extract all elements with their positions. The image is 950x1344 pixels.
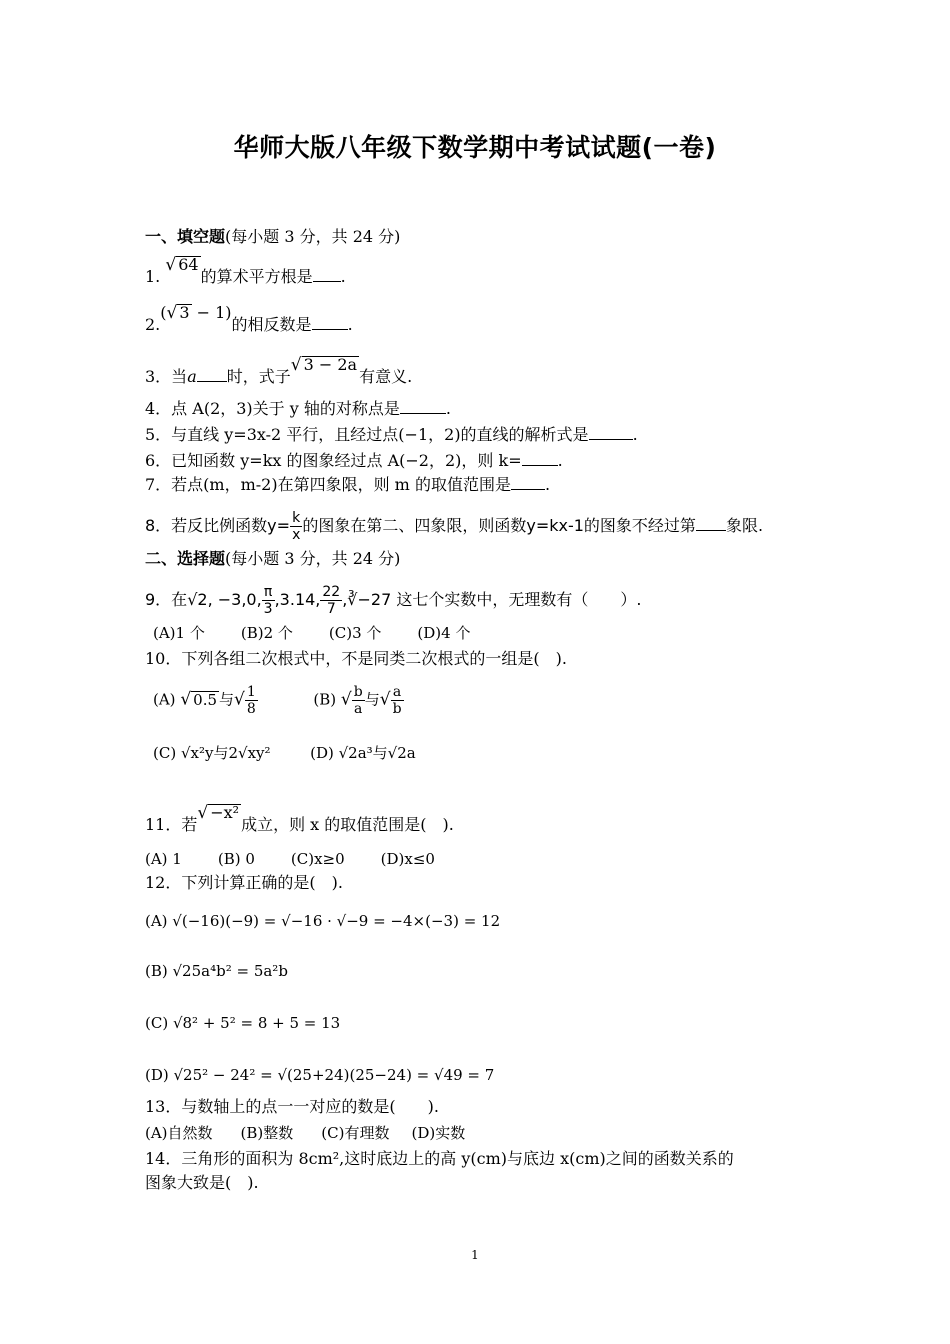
section-choice-note: (每小题 3 分，共 24 分) [225, 549, 401, 568]
question-text: 9．在 [145, 590, 188, 609]
option-c-label: (C) [153, 744, 177, 762]
question-8 [145, 510, 763, 543]
question-13 [145, 1096, 439, 1118]
radicand: 64 [178, 255, 199, 274]
answer-blank [589, 424, 633, 440]
with-text: 与 [364, 690, 380, 709]
question-14-line-2: 图象大致是( ). [145, 1173, 259, 1192]
option-a: (A)1 个 [153, 624, 205, 642]
question-12 [145, 872, 343, 894]
numerator: 1 [246, 684, 256, 700]
fraction-k-over-x [290, 510, 302, 543]
denominator: 7 [326, 601, 336, 617]
option-c: (C)3 个 [328, 624, 382, 642]
radical: √ 3 − 2a [290, 355, 358, 375]
numerator: k [290, 510, 302, 527]
section-fill-title: 一、填空题 [145, 227, 226, 246]
option-d-label: (D) [310, 744, 334, 762]
question-text: 4．点 A(2，3)关于 y 轴的对称点是 [145, 399, 400, 418]
question-end: . [340, 267, 346, 286]
option-a: (A) 1 [145, 850, 182, 868]
option-c-expr: √x²y与2√xy² [180, 744, 271, 762]
with-text: 与 [219, 690, 235, 709]
fraction [391, 684, 404, 717]
question-text-end: ,∛−27 这七个实数中，无理数有（ ）. [342, 590, 642, 609]
question-12-option-c: (C) √8² + 5² = 8 + 5 = 13 [145, 1014, 341, 1032]
option-b-label: (B) [313, 690, 337, 709]
denominator: x [292, 527, 301, 543]
question-text: 13．与数轴上的点一一对应的数是( ). [145, 1097, 439, 1116]
radicand: 0.5 [193, 690, 218, 709]
question-number: 2. [145, 315, 161, 334]
numerator: 22 [322, 584, 341, 600]
answer-blank [197, 366, 227, 382]
section-choice-header [145, 548, 400, 570]
option-c: (C)x≥0 [290, 850, 345, 868]
answer-blank [313, 266, 341, 282]
question-10-options-cd [153, 742, 416, 764]
option-a-label: (A) [153, 690, 176, 709]
question-12-option-b: (B) √25a⁴b² = 5a²b [145, 962, 288, 980]
question-9 [145, 584, 641, 617]
option-a: (A)自然数 [145, 1124, 213, 1142]
expr-tail: − 1) [191, 303, 232, 322]
option-b: (B)2 个 [240, 624, 293, 642]
question-text: 6．已知函数 y=kx 的图象经过点 A(−2，2)，则 k= [145, 451, 522, 470]
question-text-end: 成立，则 x 的取值范围是( ). [241, 815, 454, 834]
question-end: 象限. [725, 516, 764, 535]
answer-blank [400, 398, 446, 414]
expression: (√ 3 − 1) [160, 303, 232, 323]
option-d-expr: √2a³与√2a [338, 744, 416, 762]
answer-blank [696, 515, 726, 531]
fraction [245, 684, 258, 717]
radical: √ −x² [197, 803, 240, 823]
option-b: (B)整数 [240, 1124, 294, 1142]
radicand: 3 − 2a [303, 355, 358, 374]
number-list: √2, −3,0, [187, 590, 262, 609]
question-text: 7．若点(m，m-2)在第四象限，则 m 的取值范围是 [145, 475, 511, 494]
question-text: 的算术平方根是 [200, 267, 313, 286]
question-end: . [445, 399, 451, 418]
question-text: 10．下列各组二次根式中，不是同类二次根式的一组是( ). [145, 649, 567, 668]
numerator: a [391, 684, 404, 701]
option-d: (D)4 个 [417, 624, 471, 642]
option-c: (C)有理数 [321, 1124, 390, 1142]
answer-blank [511, 474, 545, 490]
denominator: 3 [263, 601, 273, 617]
question-10 [145, 648, 567, 670]
question-text: 8．若反比例函数y= [145, 516, 291, 535]
option-b: (B) 0 [217, 850, 255, 868]
question-12-option-d: (D) √25² − 24² = √(25+24)(25−24) = √49 = 7 [145, 1066, 495, 1084]
fraction-pi-over-3 [262, 584, 275, 617]
question-end: . [347, 315, 353, 334]
question-end: . [544, 475, 551, 494]
question-text: 的相反数是 [231, 315, 312, 334]
denominator: b [392, 701, 402, 717]
paren-open: ( [160, 303, 167, 322]
question-text-end: 有意义. [359, 367, 413, 386]
fraction-22-over-7 [320, 584, 342, 617]
question-4 [145, 398, 451, 420]
number-list-mid: ,3.14, [274, 590, 321, 609]
question-end: . [557, 451, 563, 470]
page-title: 华师大版八年级下数学期中考试试题(一卷) [233, 133, 717, 162]
question-number: 1. [145, 267, 161, 286]
question-3 [145, 355, 413, 388]
question-6 [145, 450, 563, 472]
question-text: 12．下列计算正确的是( ). [145, 873, 343, 892]
question-14-line-1: 14．三角形的面积为 8cm²,这时底边上的高 y(cm)与底边 x(cm)之间的函数关系的 [145, 1149, 734, 1168]
question-text: 时，式子 [226, 367, 291, 386]
question-text: 11．若 [145, 815, 198, 834]
question-5 [145, 424, 638, 446]
section-choice-title: 二、选择题 [145, 549, 226, 568]
answer-blank [522, 450, 558, 466]
fraction [352, 684, 365, 717]
question-13-options [145, 1122, 501, 1144]
option-d: (D)x≤0 [380, 850, 435, 868]
question-number: 3．当 [145, 367, 188, 386]
question-10-options-ab: (A) √ 0.5 与√ $\frac{1}{8}$ (B) √ $\frac{b}{a}$ 与√ $\frac{a}{b}$ [153, 684, 402, 717]
denominator: 8 [246, 701, 256, 717]
section-fill-note: (每小题 3 分，共 24 分) [225, 227, 401, 246]
question-1 [145, 255, 346, 288]
variable: a [187, 367, 197, 386]
numerator: π [262, 584, 275, 601]
radicand: −x² [210, 803, 240, 822]
answer-blank [312, 314, 348, 330]
radical-64: √ 64 [165, 255, 199, 275]
radicand: 3 [179, 303, 190, 322]
question-text: 5．与直线 y=3x-2 平行，且经过点(−1，2)的直线的解析式是 [145, 425, 589, 444]
page-number: 1 [471, 1248, 479, 1262]
question-9-options [153, 622, 506, 644]
question-11 [145, 803, 454, 836]
denominator: a [354, 701, 363, 717]
question-text-mid: 的图象在第二、四象限，则函数y=kx-1的图象不经过第 [302, 516, 696, 535]
question-2 [145, 303, 353, 336]
option-d: (D)实数 [411, 1124, 466, 1142]
section-fill-header [145, 226, 400, 248]
question-11-options [145, 848, 471, 870]
numerator: b [353, 684, 363, 700]
question-end: . [632, 425, 638, 444]
question-12-option-a: (A) √(−16)(−9) = √−16 · √−9 = −4×(−3) = 12 [145, 912, 501, 930]
question-7 [145, 474, 550, 496]
